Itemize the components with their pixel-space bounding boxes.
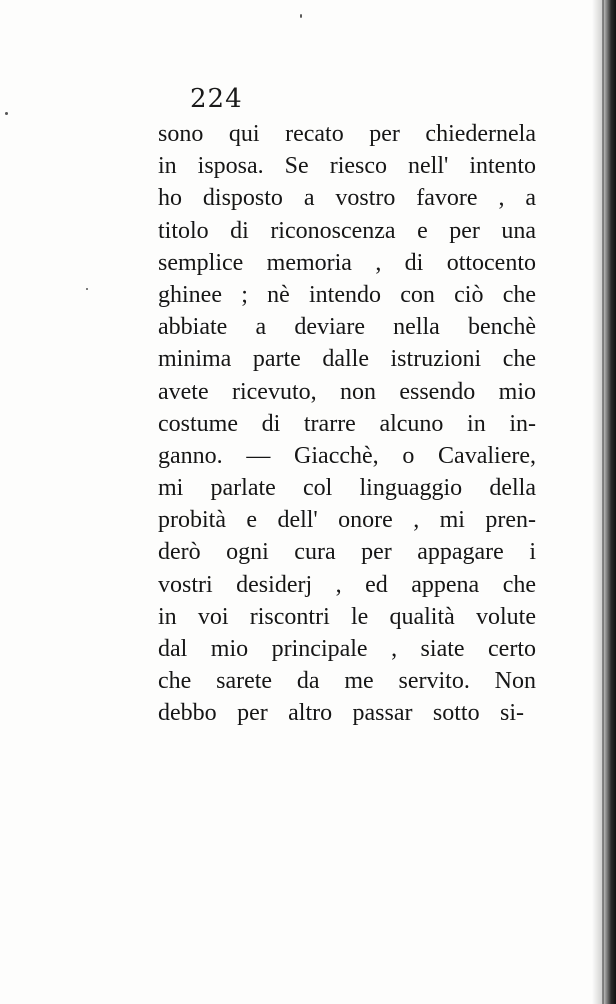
paper-speck	[5, 112, 8, 115]
text-line: abbiate a deviare nella benchè	[158, 314, 536, 341]
text-line: probità e dell' onore , mi pren-	[158, 507, 536, 534]
text-line: ghinee ; nè intendo con ciò che	[158, 281, 536, 308]
page-edge-shadow	[592, 0, 616, 1004]
text-line: che sarete da me servito. Non	[158, 668, 536, 695]
paper-speck	[86, 288, 88, 290]
text-line: semplice memoria , di ottocento	[158, 249, 536, 276]
paper-speck	[300, 14, 302, 18]
text-line: debbo per altro passar sotto si-	[158, 700, 524, 727]
text-line: vostri desiderj , ed appena che	[158, 571, 536, 598]
page-number: 224	[190, 84, 243, 114]
text-line: sono qui recato per chiedernela	[158, 121, 536, 147]
text-line: titolo di riconoscenza e per una	[158, 217, 536, 244]
text-line: derò ogni cura per appagare i	[158, 539, 536, 566]
text-line: in voi riscontri le qualità volute	[158, 603, 536, 630]
text-line: dal mio principale , siate certo	[158, 636, 536, 662]
text-line: ho disposto a vostro favore , a	[158, 185, 536, 212]
body-text	[158, 118, 536, 730]
text-line: in isposa. Se riesco nell' intento	[158, 153, 536, 180]
text-line: costume di trarre alcuno in in-	[158, 410, 536, 437]
text-line: ganno. — Giacchè, o Cavaliere,	[158, 442, 536, 469]
text-line: avete ricevuto, non essendo mio	[158, 378, 536, 405]
text-line: minima parte dalle istruzioni che	[158, 346, 536, 373]
text-line: mi parlate col linguaggio della	[158, 475, 536, 502]
